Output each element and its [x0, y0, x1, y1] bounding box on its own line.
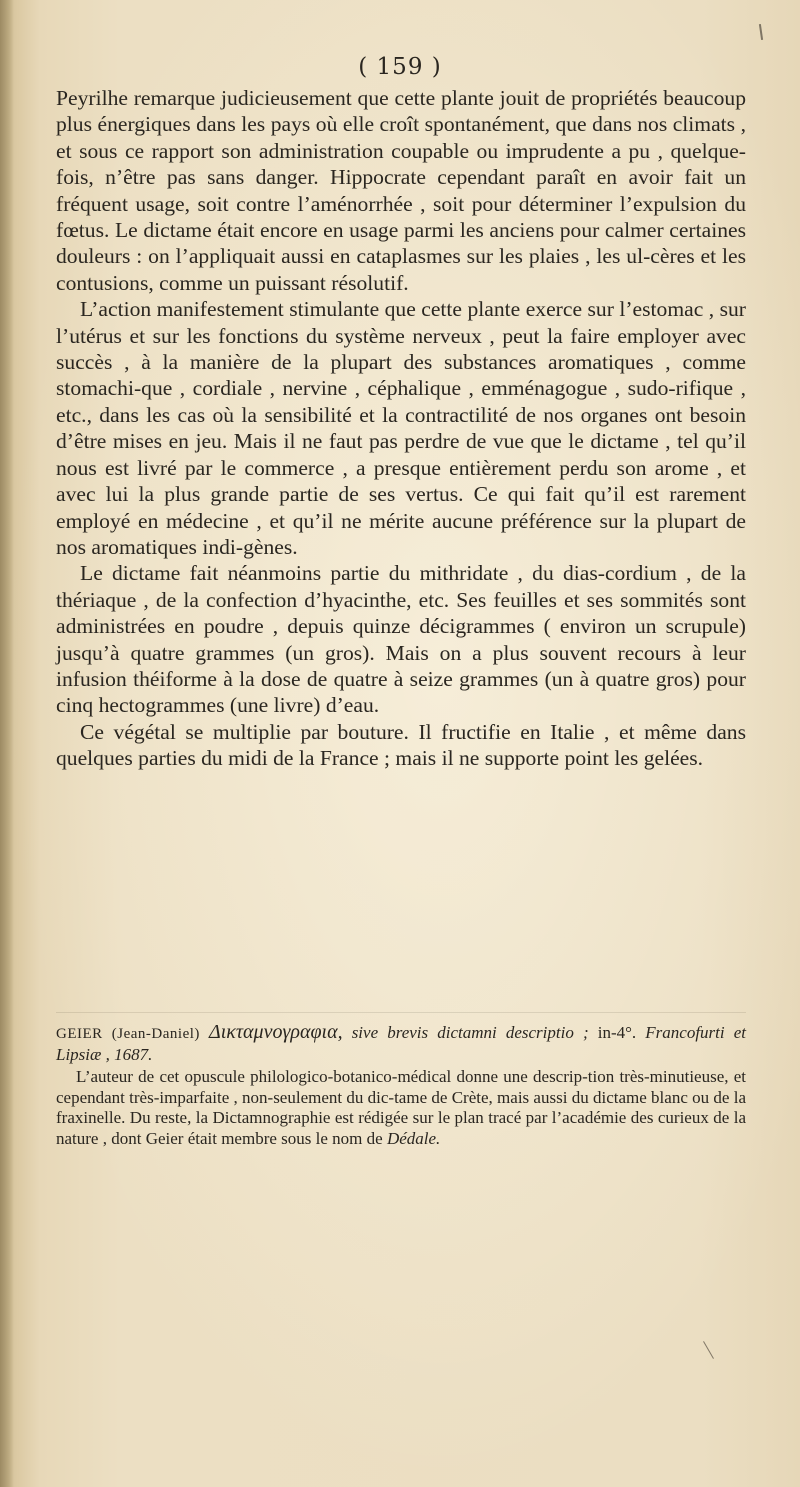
- paragraph: Ce végétal se multiplie par bouture. Il fructifie en Italie , et même dans quelques parties du midi de la France ; mais il ne supporte point les gelées.: [56, 719, 746, 771]
- main-text: [56, 85, 746, 772]
- footnote: [56, 1022, 746, 1149]
- footnote-reference: [56, 1022, 746, 1065]
- footnote-greek-title: Δικταμνογραφια,: [209, 1021, 343, 1043]
- paragraph: Le dictame fait néanmoins partie du mithridate , du dias-cordium , de la thériaque , de la confection d’hyacinthe, etc. Ses feuilles et ses sommités sont administrées en poudre , depuis quinze décigrammes ( environ un scrupule) jusqu’à quatre grammes (un gros). Mais on a plus souvent recours à leur infusion théiforme à la dose de quatre à seize grammes (un à quatre gros) pour cinq hectogrammes (une livre) d’eau.: [56, 561, 746, 718]
- footnote-comment: [56, 1067, 746, 1149]
- footnote-separator: [56, 1012, 746, 1013]
- footnote-format: in-4°.: [597, 1023, 637, 1042]
- margin-mark: [703, 1341, 714, 1359]
- footnote-comment-end: Dédale.: [386, 1128, 441, 1148]
- paragraph: L’action manifestement stimulante que cette plante exerce sur l’estomac , sur l’utérus et sur les fonctions du système nerveux , peut la faire employer avec succès , à la manière de la plupart des substances aromatiques , comme stomachi-que , cordiale , nervine , céphalique , emménagogue , sudo-rifique , etc., dans les cas où la sensibilité et la contractilité de nos organes ont besoin d’être mises en jeu. Mais il ne faut pas perdre de vue que le dictame , tel qu’il nous est livré par le commerce , a presque entièrement perdu son arome , et avec lui la plus grande partie de ses vertus. Ce qui fait qu’il est rarement employé en médecine , et qu’il ne mérite aucune préférence sur la plupart de nos aromatiques indi-gènes.: [56, 297, 746, 559]
- margin-mark: [759, 24, 763, 40]
- footnote-author: GEIER (Jean-Daniel): [56, 1026, 200, 1042]
- page-number: ( 159 ): [358, 54, 442, 80]
- paragraph: Peyrilhe remarque judicieusement que cette plante jouit de propriétés beaucoup plus énergiques dans les pays où elle croît spontanément, que dans nos climats , et sous ce rapport son administration coupable ou imprudente a pu , quelque-fois, n’être pas sans danger. Hippocrate cependant paraît en avoir fait un fréquent usage, soit contre l’aménorrhée , soit pour déterminer l’expulsion du fœtus. Le dictame était encore en usage parmi les anciens pour calmer certaines douleurs : on l’appliquait aussi en cataplasmes sur les plaies , les ul-cères et les contusions, comme un puissant résolutif.: [56, 86, 746, 295]
- footnote-latin-title: sive brevis dictamni descriptio ;: [351, 1023, 589, 1042]
- footnote-comment-text: L’auteur de cet opuscule philologico-botanico-médical donne une descrip-tion très-minutieuse, et cependant très-imparfaite , non-seulement du dic-tame de Crète, mais aussi du dictame blanc ou de la fraxinelle. Du reste, la Dictamnographie est rédigée sur le plan tracé par l’académie des curieux de la nature , dont Geier était membre sous le nom de: [56, 1067, 746, 1148]
- page-binding-shadow: [0, 0, 14, 1487]
- footnote-place: Francofurti et Lipsiæ , 1687.: [56, 1023, 746, 1064]
